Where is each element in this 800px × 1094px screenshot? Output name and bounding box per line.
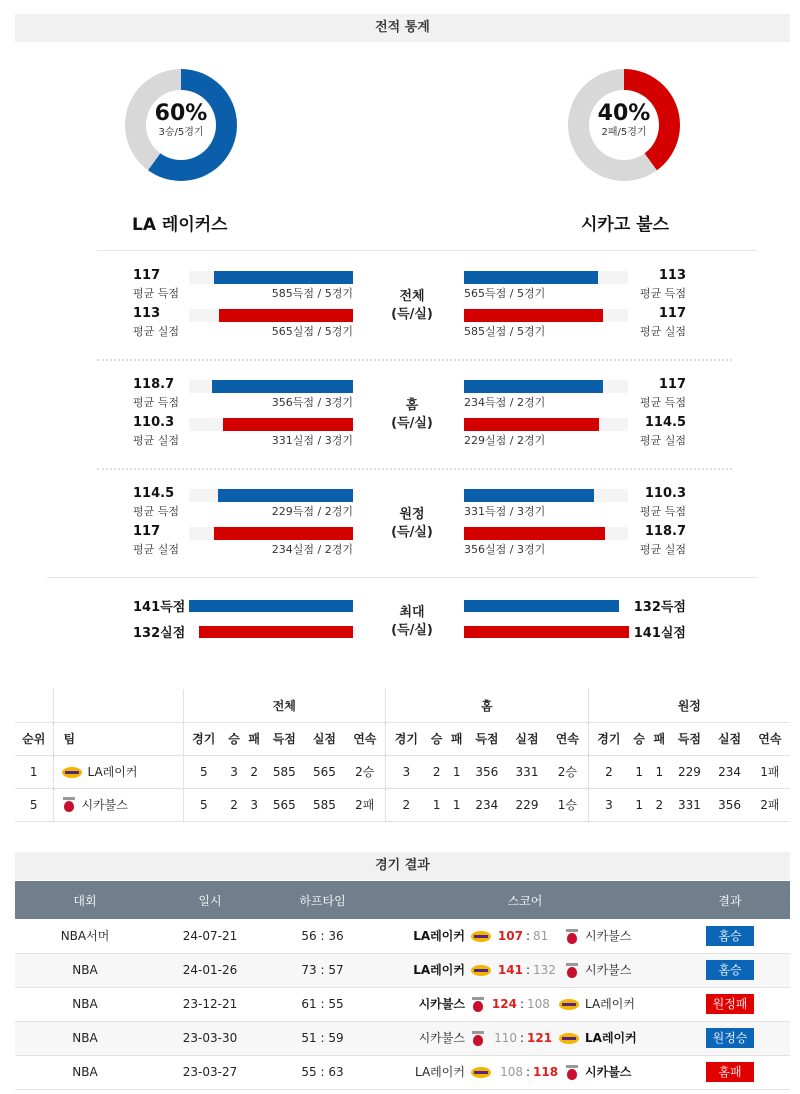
result-badge: 홈패: [706, 1062, 754, 1082]
group-label-line1: 전체: [399, 289, 425, 304]
left-stat-bar: [219, 309, 353, 322]
team-name: 시카불스: [81, 797, 128, 812]
home-record: 3승/5경기: [158, 127, 204, 138]
left-stat-bar: [218, 489, 353, 502]
standings-cell: 331: [507, 755, 547, 788]
lakers-logo: [559, 999, 579, 1010]
standings-header-cell: 실점: [507, 722, 547, 755]
standings-cell: 2승: [547, 755, 588, 788]
results-header-row: [15, 881, 790, 919]
away-score: 132: [533, 963, 556, 978]
score-cell: [380, 919, 670, 953]
halftime-cell: 73 : 57: [265, 953, 380, 987]
standings-row: [15, 788, 790, 821]
right-stat-bar: [464, 489, 594, 502]
standings-cell: 2패: [345, 788, 386, 821]
bulls-logo: [471, 1031, 485, 1047]
home-team-label: 시카불스: [418, 1031, 465, 1046]
halftime-cell: 56 : 36: [265, 919, 380, 953]
lakers-logo: [471, 1067, 491, 1078]
right-stat-value: 118.7: [644, 524, 686, 539]
results-header-cell: 하프타임: [265, 881, 380, 919]
left-stat-value: 117: [133, 268, 161, 283]
lakers-logo: [62, 767, 82, 778]
right-stat-bar: [464, 380, 603, 393]
right-stat-sub: 331득점 / 3경기: [464, 505, 546, 518]
bulls-logo: [565, 1065, 579, 1081]
left-bar-track: [189, 418, 353, 431]
standings-cell: 2: [588, 755, 629, 788]
result-badge: 홈승: [706, 926, 754, 946]
right-stat-bar: [464, 527, 605, 540]
halftime-cell: 51 : 59: [265, 1021, 380, 1055]
left-stat-value: 110.3: [133, 415, 175, 430]
halftime-cell: 55 : 63: [265, 1055, 380, 1089]
standings-header-cell: 득점: [669, 722, 709, 755]
result-cell: [670, 1021, 790, 1055]
result-row: [15, 919, 790, 953]
standings-cell: 234: [467, 788, 507, 821]
away-score: 118: [533, 1065, 559, 1080]
standings-header-cell: 승: [629, 722, 649, 755]
standings-cell: 565: [304, 755, 344, 788]
home-team-name: LA 레이커스: [132, 215, 228, 235]
away-team-name: 시카불스: [585, 929, 632, 943]
left-bar-track: [189, 489, 353, 502]
home-team-name: [385, 1063, 465, 1080]
result-badge: 원정패: [706, 994, 754, 1014]
standings-header-cell: 실점: [304, 722, 344, 755]
results-header-cell: 스코어: [380, 881, 670, 919]
home-team-name: [385, 961, 465, 978]
right-stat-value: 117: [658, 377, 686, 392]
away-loss-rate-donut: [568, 69, 680, 181]
bulls-logo: [62, 797, 76, 813]
lakers-logo: [471, 931, 491, 942]
right-stat-sub: 229실점 / 2경기: [464, 434, 546, 447]
group-label: [372, 397, 452, 433]
group-label-line2: (득/실): [391, 416, 433, 431]
away-loss-pct: 40%: [597, 101, 651, 126]
standings-cell: 229: [507, 788, 547, 821]
left-stat-sub: 356득점 / 3경기: [271, 396, 353, 409]
standings-cell: 1: [649, 755, 669, 788]
left-stat-label: 평균 득점: [133, 396, 180, 409]
right-stat-label: 평균 득점: [639, 287, 686, 300]
left-stat-sub: 229득점 / 2경기: [271, 505, 353, 518]
right-max-value: 141실점: [633, 626, 686, 641]
standings-cell: 2승: [345, 755, 386, 788]
standings-cell: 585: [304, 788, 344, 821]
right-stat-bar: [464, 418, 599, 431]
group-total: 전체: [183, 689, 386, 722]
away-record: 2패/5경기: [601, 127, 647, 138]
date-cell: 23-03-27: [155, 1055, 265, 1089]
home-team-label: 시카불스: [418, 997, 465, 1012]
standings-header-cell: 패: [244, 722, 264, 755]
league-cell: NBA: [15, 1021, 155, 1055]
standings-header-row: [15, 722, 790, 755]
standings-header-cell: 득점: [264, 722, 304, 755]
results-table: [15, 881, 790, 1090]
standings-cell: 2패: [750, 788, 790, 821]
standings-cell: 356: [709, 788, 749, 821]
standings-cell: 2: [649, 788, 669, 821]
standings-cell: 2: [427, 755, 447, 788]
group-label: [372, 288, 452, 324]
left-stat-sub: 234실점 / 2경기: [271, 543, 353, 556]
standings-header-cell: 경기: [588, 722, 629, 755]
left-stat-bar: [214, 527, 353, 540]
result-row: [15, 1055, 790, 1089]
standings-header-cell: 득점: [467, 722, 507, 755]
left-stat-value: 117: [133, 524, 161, 539]
home-score: 141: [497, 963, 523, 978]
right-stat-value: 110.3: [644, 486, 686, 501]
score-separator: :: [525, 929, 531, 943]
left-stat-bar: [212, 380, 353, 393]
group-label-line1: 홈: [405, 398, 419, 413]
score-cell: [380, 987, 670, 1021]
result-badge: 원정승: [706, 1028, 754, 1048]
standings-cell: 3: [386, 755, 427, 788]
away-score: 108: [527, 997, 550, 1012]
right-max-bar: [464, 600, 619, 612]
left-stat-sub: 331실점 / 3경기: [271, 434, 353, 447]
home-score: 110: [494, 1031, 517, 1046]
left-max-bar: [189, 600, 353, 612]
left-bar-track: [189, 527, 353, 540]
left-stat-sub: 585득점 / 5경기: [271, 287, 353, 300]
league-cell: NBA: [15, 987, 155, 1021]
result-cell: [670, 987, 790, 1021]
standings-cell: 3: [224, 755, 244, 788]
bulls-logo: [565, 963, 579, 979]
home-score: 108: [500, 1065, 523, 1080]
standings-header-cell: 연속: [750, 722, 790, 755]
standings-cell: 3: [588, 788, 629, 821]
left-stat-bar: [223, 418, 353, 431]
lakers-logo: [471, 965, 491, 976]
standings-cell: 585: [264, 755, 304, 788]
left-bar-track: [189, 271, 353, 284]
standings-table: [15, 689, 790, 822]
score-separator: :: [525, 963, 531, 978]
team-name: LA레이커: [87, 765, 138, 779]
standings-cell: 1: [447, 788, 467, 821]
standings-header-cell: 경기: [183, 722, 224, 755]
standings-header-cell: 순위: [15, 722, 53, 755]
divider: [97, 250, 757, 251]
group-label-line2: (득/실): [391, 525, 433, 540]
results-header-cell: 대회: [15, 881, 155, 919]
standings-header-cell: 승: [224, 722, 244, 755]
date-cell: 24-01-26: [155, 953, 265, 987]
rank-cell: 5: [15, 788, 53, 821]
home-score: 124: [491, 997, 517, 1012]
right-stat-label: 평균 실점: [639, 434, 686, 447]
right-stat-bar: [464, 309, 603, 322]
home-win-pct: 60%: [154, 101, 208, 126]
home-team-label: LA레이커: [413, 929, 465, 943]
standings-cell: 229: [669, 755, 709, 788]
standings-header-cell: 패: [447, 722, 467, 755]
left-stat-bar: [214, 271, 353, 284]
standings-cell: 1패: [750, 755, 790, 788]
left-stat-value: 114.5: [133, 486, 175, 501]
result-cell: [670, 1055, 790, 1089]
away-team-name: 시카고 불스: [581, 215, 670, 235]
away-team-name: LA레이커: [585, 1031, 637, 1046]
away-team-name: 시카불스: [585, 963, 632, 978]
group-label-line2: (득/실): [391, 307, 433, 322]
score-cell: [380, 953, 670, 987]
divider: [97, 468, 732, 470]
away-score: 81: [533, 929, 549, 943]
home-win-rate-donut: [125, 69, 237, 181]
league-cell: NBA: [15, 1055, 155, 1089]
date-cell: 23-12-21: [155, 987, 265, 1021]
left-stat-label: 평균 실점: [133, 543, 180, 556]
standings-cell: 1승: [547, 788, 588, 821]
league-cell: NBA서머: [15, 919, 155, 953]
home-team-name: [385, 1029, 465, 1046]
result-badge: 홈승: [706, 960, 754, 980]
score-cell: [380, 1055, 670, 1089]
standings-header-cell: 실점: [709, 722, 749, 755]
team-cell: [53, 755, 183, 788]
left-stat-label: 평균 득점: [133, 505, 180, 518]
score-cell: [380, 1021, 670, 1055]
left-stat-value: 118.7: [133, 377, 175, 392]
left-max-value: 132실점: [133, 626, 186, 641]
left-stat-label: 평균 실점: [133, 325, 180, 338]
standings-header-cell: 경기: [386, 722, 427, 755]
standings-cell: 1: [629, 788, 649, 821]
result-row: [15, 1021, 790, 1055]
home-score: 107: [497, 929, 523, 943]
right-stat-sub: 234득점 / 2경기: [464, 396, 546, 409]
left-max-bar: [199, 626, 353, 638]
away-score: 121: [527, 1031, 553, 1046]
right-stat-value: 113: [658, 268, 686, 283]
away-team-name: LA레이커: [585, 997, 635, 1012]
standings-cell: 1: [629, 755, 649, 788]
standings-cell: 2: [386, 788, 427, 821]
right-stat-value: 114.5: [644, 415, 686, 430]
bulls-logo: [565, 929, 579, 945]
result-cell: [670, 919, 790, 953]
score-separator: :: [519, 997, 525, 1012]
standings-cell: 1: [447, 755, 467, 788]
home-team-label: LA레이커: [413, 963, 465, 978]
group-home: 홈: [386, 689, 589, 722]
group-label-line1: 최대: [399, 605, 425, 620]
rank-cell: 1: [15, 755, 53, 788]
standings-cell: 1: [427, 788, 447, 821]
divider: [47, 577, 757, 578]
score-separator: :: [525, 1065, 531, 1080]
standings-header-cell: 연속: [547, 722, 588, 755]
right-max-value: 132득점: [633, 600, 686, 615]
group-away: 원정: [588, 689, 790, 722]
divider: [97, 359, 732, 361]
score-separator: :: [519, 1031, 525, 1046]
standings-cell: 2: [244, 755, 264, 788]
date-cell: 23-03-30: [155, 1021, 265, 1055]
league-cell: NBA: [15, 953, 155, 987]
standings-cell: 331: [669, 788, 709, 821]
home-team-name: [385, 927, 465, 944]
left-stat-value: 113: [133, 306, 161, 321]
results-header-cell: 일시: [155, 881, 265, 919]
standings-header-cell: 연속: [345, 722, 386, 755]
lakers-logo: [559, 1033, 579, 1044]
team-cell: [53, 788, 183, 821]
right-stat-label: 평균 득점: [639, 396, 686, 409]
halftime-cell: 61 : 55: [265, 987, 380, 1021]
right-stat-label: 평균 득점: [639, 505, 686, 518]
result-row: [15, 987, 790, 1021]
standings-header-cell: 패: [649, 722, 669, 755]
right-stat-value: 117: [658, 306, 686, 321]
left-bar-track: [189, 380, 353, 393]
left-max-value: 141득점: [133, 600, 186, 615]
right-stat-label: 평균 실점: [639, 325, 686, 338]
standings-cell: 5: [183, 788, 224, 821]
standings-cell: 3: [244, 788, 264, 821]
right-stat-sub: 565득점 / 5경기: [464, 287, 546, 300]
home-team-name: [385, 995, 465, 1012]
result-cell: [670, 953, 790, 987]
group-label: [372, 506, 452, 542]
results-section-title: 경기 결과: [15, 852, 790, 880]
standings-cell: 5: [183, 755, 224, 788]
group-label: [372, 604, 452, 640]
right-stat-sub: 356실점 / 3경기: [464, 543, 546, 556]
group-label-line2: (득/실): [391, 623, 433, 638]
standings-cell: 2: [224, 788, 244, 821]
away-team-name: 시카불스: [585, 1065, 632, 1080]
standings-header-cell: 승: [427, 722, 447, 755]
result-row: [15, 953, 790, 987]
group-label-line1: 원정: [399, 507, 425, 522]
right-stat-label: 평균 실점: [639, 543, 686, 556]
left-stat-label: 평균 득점: [133, 287, 180, 300]
standings-cell: 356: [467, 755, 507, 788]
left-stat-sub: 565실점 / 5경기: [271, 325, 353, 338]
date-cell: 24-07-21: [155, 919, 265, 953]
standings-cell: 234: [709, 755, 749, 788]
right-stat-sub: 585실점 / 5경기: [464, 325, 546, 338]
standings-header-cell: 팀: [53, 722, 183, 755]
left-stat-label: 평균 실점: [133, 434, 180, 447]
stats-section-title: 전적 통계: [15, 14, 790, 42]
right-stat-bar: [464, 271, 598, 284]
standings-cell: 565: [264, 788, 304, 821]
left-bar-track: [189, 309, 353, 322]
bulls-logo: [471, 997, 485, 1013]
home-team-label: LA레이커: [415, 1065, 465, 1080]
standings-row: [15, 755, 790, 788]
results-header-cell: 결과: [670, 881, 790, 919]
